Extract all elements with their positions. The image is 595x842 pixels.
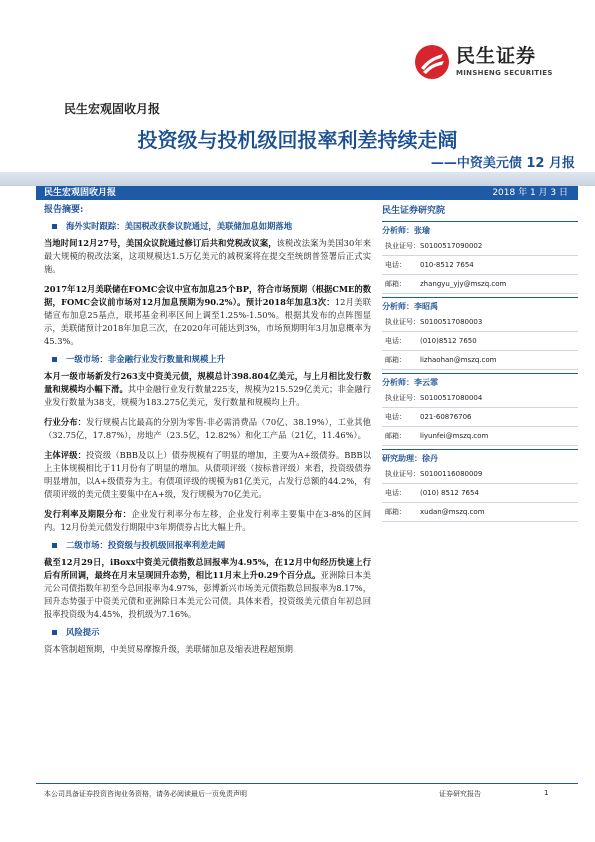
page-number: 1 bbox=[544, 789, 549, 797]
email-value[interactable]: zhangyu_yjy@mszq.com bbox=[420, 280, 507, 288]
analyst-sidebar bbox=[382, 204, 578, 522]
header-band bbox=[0, 172, 595, 186]
analyst-name: 徐丹 bbox=[422, 453, 438, 463]
para-fomc-bold: 2017年12月美联储在FOMC会议中宣布加息25个BP，符合市场预期（根据CME的数据，FOMC会议前市场对12月加息预期为90.2%）。预计2018年加息3次： bbox=[44, 284, 371, 307]
para-fomc-text: 12月美联储宣布加息25基点，联邦基金利率区间上调至1.25%-1.50%。根据其发布的点阵图显示，美联储预计2018年加息三次，在2020年可能达到3%，市场预期明年3月加息概率为45.3%。 bbox=[44, 297, 371, 346]
para-secondary-bold: 截至12月29日，iBoxx中资美元债指数总回报率为4.95%，在12月中旬经历快速上行后有所回调，最终在月末呈现回升态势，相比11月末上升0.29个百分点。 bbox=[44, 557, 371, 580]
analyst-name: 李云霏 bbox=[414, 377, 438, 387]
para-rating bbox=[44, 449, 371, 501]
analyst-role bbox=[382, 299, 578, 313]
section-title-primary: 一级市场：非金融行业发行数量和规模上升 bbox=[44, 353, 371, 366]
para-rate-tenor-bold: 发行利率及期限分布： bbox=[44, 509, 132, 519]
analyst-card bbox=[382, 449, 578, 522]
email-label: 邮箱： bbox=[385, 356, 406, 364]
minsheng-logo-icon bbox=[414, 44, 450, 80]
analyst-phone-row bbox=[382, 256, 578, 275]
footer-disclaimer[interactable]: 本公司具备证券投资咨询业务资格，请务必阅读最后一页免责声明 bbox=[44, 790, 247, 798]
para-tax-reform bbox=[44, 237, 371, 276]
para-tax-reform-text: 该税改法案为美国30年来最大规模的税改法案，这项规模达1.5万亿美元的减税案将在提交至统朗普签署后正式实施。 bbox=[44, 238, 371, 274]
para-secondary-text: 亚洲除日本美元公司债指数年初至今总回报率为4.97%，彭博新兴市场美元债指数总回报率为8.17%，回升态势强于中资美元债和亚洲除日本美元公司债。具体来看，投资级美元债自年初总回报率投资级为4.45%，投机级为7.16%。 bbox=[44, 570, 371, 619]
para-rate-tenor-text: 企业发行利率分布左移，企业发行利率主要集中在3-8%的区间内。12月份美元债发行期限中3年期债券占比大幅上升。 bbox=[44, 509, 371, 532]
brand-name-en: MINSHENG SECURITIES bbox=[456, 69, 553, 77]
analyst-role-label: 分析师： bbox=[382, 301, 414, 311]
page-footer bbox=[36, 783, 578, 798]
para-primary-issuance-text: 其中金融行业发行数量225支，规模为215.529亿美元；非金融行业发行数量为38支，规模为183.275亿美元，发行数量和规模均上升。 bbox=[44, 384, 371, 407]
analyst-email-row bbox=[382, 427, 578, 446]
para-secondary bbox=[44, 556, 371, 621]
analyst-email-row bbox=[382, 503, 578, 522]
phone-label: 电话： bbox=[385, 413, 406, 421]
analyst-license-row bbox=[382, 237, 578, 256]
para-risk: 资本管制超预期，中美贸易摩擦升级，美联储加息及缩表进程超预期 bbox=[44, 644, 293, 654]
section-title-overseas: 海外实时跟踪：美国税改获参议院通过，美联储加息如期落地 bbox=[44, 220, 371, 233]
analyst-phone-row bbox=[382, 332, 578, 351]
analyst-license-row bbox=[382, 465, 578, 484]
analyst-role bbox=[382, 375, 578, 389]
analyst-role bbox=[382, 223, 578, 237]
report-date: 2018 年 1 月 3 日 bbox=[492, 188, 568, 198]
report-series: 民生宏观固收月报 bbox=[64, 102, 161, 116]
phone-label: 电话： bbox=[385, 489, 406, 497]
license-label: 执业证号： bbox=[385, 242, 420, 250]
license-value: S0100517080003 bbox=[420, 318, 483, 326]
analyst-role-label: 分析师： bbox=[382, 225, 414, 235]
analyst-card bbox=[382, 297, 578, 370]
para-rating-bold: 主体评级： bbox=[44, 450, 87, 460]
analyst-role-label: 分析师： bbox=[382, 377, 414, 387]
license-label: 执业证号： bbox=[385, 470, 420, 478]
summary-heading: 报告摘要: bbox=[44, 205, 84, 215]
report-title: 投资级与投机级回报率利差持续走阔 bbox=[137, 128, 458, 152]
para-tax-reform-bold: 当地时间12月27号，美国众议院通过修订后共和党税改议案， bbox=[44, 238, 277, 248]
footer-report-type: 证券研究报告 bbox=[439, 790, 481, 798]
analyst-role-label: 研究助理： bbox=[382, 453, 422, 463]
license-label: 执业证号： bbox=[385, 394, 420, 402]
analyst-card bbox=[382, 221, 578, 294]
phone-label: 电话： bbox=[385, 337, 406, 345]
para-primary-issuance-bold: 本月一级市场新发行263支中资美元债，规模总计398.804亿美元，与上月相比发行数量和规模均小幅下滑。 bbox=[44, 371, 371, 394]
summary-column bbox=[44, 204, 371, 656]
brand-logo bbox=[414, 44, 554, 80]
analyst-email-row bbox=[382, 275, 578, 294]
phone-value: (010) 8512 7654 bbox=[420, 489, 479, 497]
analyst-name: 张瑜 bbox=[414, 225, 430, 235]
info-bar bbox=[36, 186, 578, 200]
email-label: 邮箱： bbox=[385, 508, 406, 516]
phone-value: (010)8512 7650 bbox=[420, 337, 477, 345]
email-label: 邮箱： bbox=[385, 280, 406, 288]
analyst-email-row bbox=[382, 351, 578, 370]
analyst-license-row bbox=[382, 389, 578, 408]
license-label: 执业证号： bbox=[385, 318, 420, 326]
analyst-phone-row bbox=[382, 484, 578, 503]
email-value[interactable]: liyunfei@mszq.com bbox=[420, 432, 489, 440]
para-industry-bold: 行业分布： bbox=[44, 417, 87, 427]
email-value[interactable]: lizhaohan@mszq.com bbox=[420, 356, 497, 364]
section-title-risk: 风险提示 bbox=[44, 626, 371, 639]
para-rating-text: 投资级（BBB及以上）债券规模有了明显的增加，主要为A+级债券。BBB以上主体规模相比于11月份有了明显的增加。从债项评级（按标普评级）来看，投资级债券明显增加，以A+级债券为主。有债项评级的规模为81亿美元，占发行总额的44.2%，有债项评级的美元债主要集中在A+级，发行规模为70亿美元。 bbox=[44, 450, 371, 499]
brand-name-cn: 民生证券 bbox=[456, 45, 537, 67]
phone-value: 021-60876706 bbox=[420, 413, 472, 421]
para-industry bbox=[44, 416, 371, 442]
para-primary-issuance bbox=[44, 370, 371, 409]
info-bar-series: 民生宏观固收月报 bbox=[44, 188, 117, 198]
license-value: S0100517080004 bbox=[420, 394, 483, 402]
para-industry-text: 发行规模占比最高的分别为零售-非必需消费品（70亿、38.19%），工业其他（32.75亿，17.87%），房地产（23.5亿，12.82%）和化工产品（21亿，11.46%）。 bbox=[44, 417, 371, 440]
section-title-secondary: 二级市场：投资级与投机级回报率利差走阔 bbox=[44, 539, 371, 552]
phone-label: 电话： bbox=[385, 261, 406, 269]
email-label: 邮箱： bbox=[385, 432, 406, 440]
para-fomc bbox=[44, 283, 371, 348]
analyst-role bbox=[382, 451, 578, 465]
email-value[interactable]: xudan@mszq.com bbox=[420, 508, 485, 516]
report-subtitle: ——中资美元债 12 月报 bbox=[430, 156, 575, 171]
analyst-name: 李昭禹 bbox=[414, 301, 438, 311]
institute-name: 民生证券研究院 bbox=[382, 206, 446, 216]
analyst-phone-row bbox=[382, 408, 578, 427]
analyst-card bbox=[382, 373, 578, 446]
phone-value: 010-8512 7654 bbox=[420, 261, 474, 269]
para-rate-tenor bbox=[44, 508, 371, 534]
license-value: S0100116080009 bbox=[420, 470, 483, 478]
license-value: S0100517090002 bbox=[420, 242, 483, 250]
analyst-license-row bbox=[382, 313, 578, 332]
